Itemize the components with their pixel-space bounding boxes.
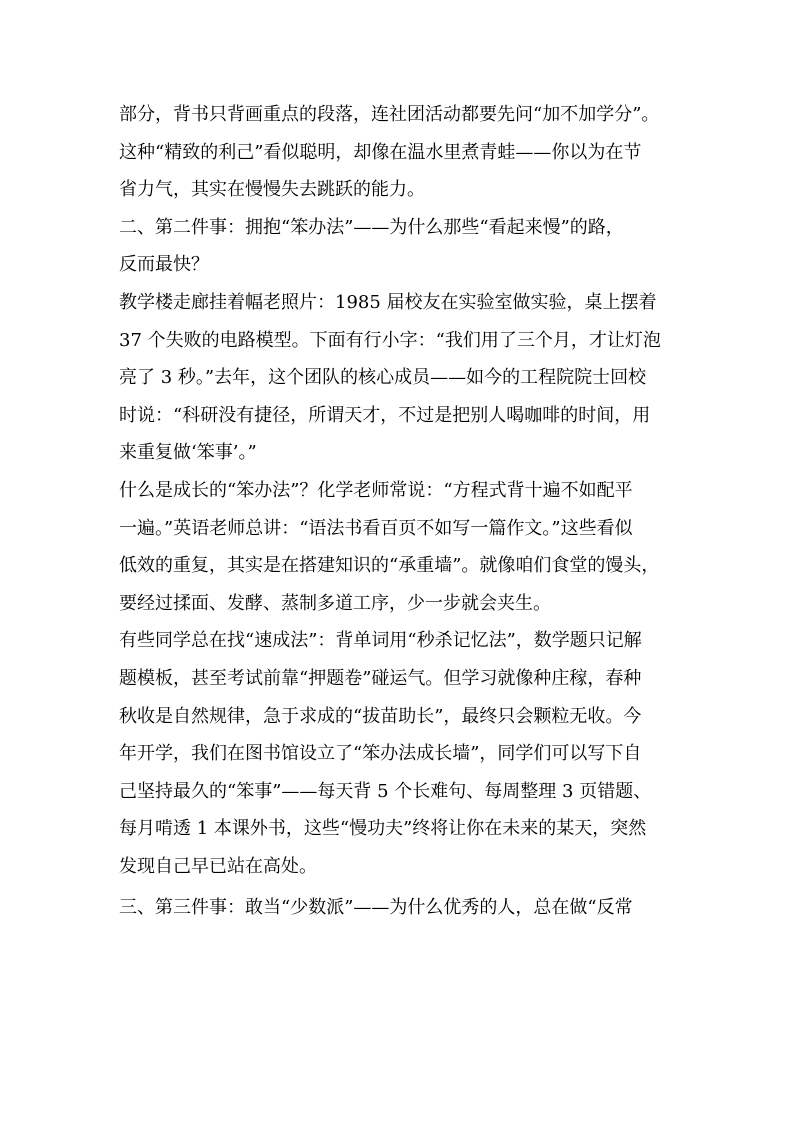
text-line: 什么是成长的“笨办法”？化学老师常说：“方程式背十遍不如配平 — [119, 479, 633, 501]
section-heading: 二、第二件事：拥抱“笨办法”——为什么那些“看起来慢”的路， — [119, 216, 624, 238]
text-line: 来重复做‘笨事’。” — [119, 442, 257, 464]
text-line: 省力气，其实在慢慢失去跳跃的能力。 — [119, 179, 425, 201]
text-line: 题模板，甚至考试前靠“押题卷”碰运气。但学习就像种庄稼，春种 — [119, 667, 642, 689]
section-heading: 三、第三件事：敢当“少数派”——为什么优秀的人，总在做“反常 — [119, 897, 633, 919]
text-line: 每月啃透 1 本课外书，这些“慢功夫”终将让你在未来的某天，突然 — [119, 818, 647, 840]
body-text — [119, 96, 682, 927]
text-line: 部分，背书只背画重点的段落，连社团活动都要先问“加不加学分”。 — [119, 104, 660, 125]
text-line: 37 个失败的电路模型。下面有行小字：“我们用了三个月，才让灯泡 — [119, 329, 661, 351]
text-line: 这种“精致的利己”看似聪明，却像在温水里煮青蛙——你以为在节 — [119, 141, 642, 163]
text-line: 年开学，我们在图书馆设立了“笨办法成长墙”，同学们可以写下自 — [119, 743, 642, 765]
text-line: 教学楼走廊挂着幅老照片：1985 届校友在实验室做实验，桌上摆着 — [119, 291, 657, 313]
text-line: 有些同学总在找“速成法”：背单词用“秒杀记忆法”，数学题只记解 — [119, 630, 642, 652]
text-line: 要经过揉面、发酵、蒸制多道工序，少一步就会夹生。 — [119, 592, 551, 614]
text-line: 己坚持最久的“笨事”——每天背 5 个长难句、每周整理 3 页错题、 — [119, 780, 652, 802]
text-line: 低效的重复，其实是在搭建知识的“承重墙”。就像咱们食堂的馒头， — [119, 555, 660, 577]
text-line: 秋收是自然规律，急于求成的“拔苗助长”，最终只会颗粒无收。今 — [119, 705, 642, 727]
section-heading: 反而最快？ — [119, 254, 209, 276]
text-line: 亮了 3 秒。”去年，这个团队的核心成员——如今的工程院院士回校 — [119, 367, 647, 389]
text-line: 时说：“科研没有捷径，所谓天才，不过是把别人喝咖啡的时间，用 — [119, 404, 651, 426]
text-line: 发现自己早已站在高处。 — [119, 855, 317, 877]
text-line: 一遍。”英语老师总讲：“语法书看百页不如写一篇作文。”这些看似 — [119, 517, 633, 539]
